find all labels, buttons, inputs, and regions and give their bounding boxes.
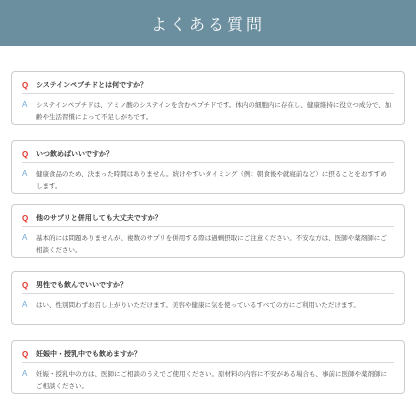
answer-row	[22, 294, 394, 311]
answer-row	[22, 94, 394, 123]
faq-item-3	[11, 204, 405, 258]
question-row	[22, 77, 394, 94]
question-row	[22, 346, 394, 363]
question-marker: Q	[22, 349, 29, 359]
faq-item-5	[11, 340, 405, 394]
answer-row	[22, 363, 394, 392]
question-text: 男性でも飲んでいいですか？	[36, 281, 127, 289]
question-row	[22, 146, 394, 163]
answer-marker: A	[22, 100, 28, 109]
faq-item-1	[11, 71, 405, 125]
answer-text: 基本的には問題ありませんが、複数のサプリを併用する際は過剰摂取にご注意ください。不安な方は、医師や薬剤師にご相談ください。	[36, 234, 387, 254]
answer-marker: A	[22, 300, 28, 309]
question-marker: Q	[22, 280, 29, 290]
question-marker: Q	[22, 149, 29, 159]
answer-text: はい、性別問わずお召し上がりいただけます。美容や健康に気を使っているすべての方にご利用いただけます。	[36, 301, 360, 309]
answer-marker: A	[22, 169, 28, 178]
question-row	[22, 210, 394, 227]
answer-marker: A	[22, 369, 28, 378]
answer-text: システインペプチドは、アミノ酸のシステインを含むペプチドです。体内の細胞内に存在し、健康維持に役立つ成分で、加齢や生活習慣によって不足しがちです。	[36, 101, 392, 121]
answer-text: 健康食品のため、決まった時間はありません。続けやすいタイミング（例：朝食後や就寝前など）に摂ることをおすすめします。	[36, 170, 387, 190]
faq-item-4	[11, 271, 405, 325]
answer-row	[22, 163, 394, 192]
answer-marker: A	[22, 233, 28, 242]
faq-header	[0, 0, 416, 46]
question-marker: Q	[22, 80, 29, 90]
question-text: 妊娠中・授乳中でも飲めますか？	[36, 350, 141, 358]
faq-item-2	[11, 140, 405, 194]
question-text: 他のサプリと併用しても大丈夫ですか？	[36, 214, 162, 222]
question-text: いつ飲めばいいですか？	[36, 150, 113, 158]
page-title: よくある質問	[150, 14, 265, 34]
answer-text: 妊娠・授乳中の方は、医師にご相談のうえでご使用ください。原材料の内容に不安がある場合も、事前に医師や薬剤師にご相談ください。	[36, 370, 387, 390]
question-row	[22, 277, 394, 294]
question-marker: Q	[22, 213, 29, 223]
answer-row	[22, 227, 394, 256]
question-text: システインペプチドとは何ですか？	[36, 81, 148, 89]
